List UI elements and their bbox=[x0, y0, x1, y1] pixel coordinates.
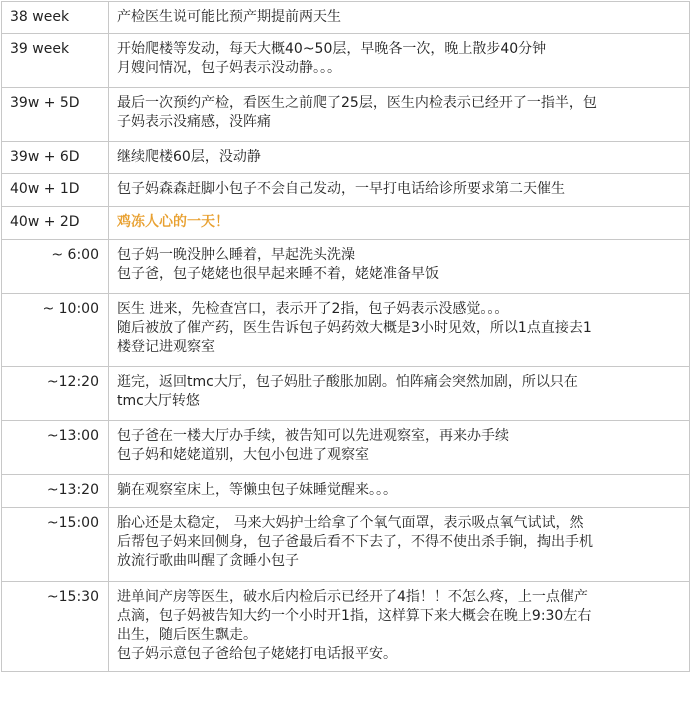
description-line: 胎心还是太稳定， 马来大妈护士给拿了个氧气面罩，表示吸点氧气试试，然 bbox=[117, 515, 584, 531]
log-row-time: ~13:20 bbox=[2, 475, 109, 508]
description-line: 产检医生说可能比预产期提前两天生 bbox=[117, 9, 341, 25]
description-line: 放流行歌曲叫醒了贪睡小包子 bbox=[117, 553, 299, 569]
description-line: 包子爸，包子姥姥也很早起来睡不着，姥姥准备早饭 bbox=[117, 266, 439, 282]
log-row-time: ~15:00 bbox=[2, 508, 109, 582]
log-row bbox=[2, 142, 690, 174]
log-row bbox=[2, 174, 690, 207]
log-row-description bbox=[109, 582, 690, 672]
description-line: 包子妈森森赶脚小包子不会自己发动，一早打电话给诊所要求第二天催生 bbox=[117, 181, 565, 197]
birth-log-table bbox=[1, 1, 690, 672]
log-row bbox=[2, 367, 690, 421]
log-row-description bbox=[109, 421, 690, 475]
description-line: 最后一次预约产检，看医生之前爬了25层，医生内检表示已经开了一指半，包 bbox=[117, 95, 597, 111]
description-line: 逛完，返回tmc大厅，包子妈肚子酸胀加剧。怕阵痛会突然加剧，所以只在 bbox=[117, 374, 578, 390]
log-row-time: 39w + 5D bbox=[2, 88, 109, 142]
log-row-description bbox=[109, 2, 690, 34]
description-line: 进单间产房等医生，破水后内检后示已经开了4指！！不怎么疼，上一点催产 bbox=[117, 589, 588, 605]
description-line: 后帮包子妈来回侧身，包子爸最后看不下去了，不得不使出杀手锏，掏出手机 bbox=[117, 534, 593, 550]
log-row-description bbox=[109, 508, 690, 582]
description-line: 包子妈和姥姥道别，大包小包进了观察室 bbox=[117, 447, 369, 463]
log-row-time: ~ 10:00 bbox=[2, 294, 109, 367]
description-line: 随后被放了催产药，医生告诉包子妈药效大概是3小时见效，所以1点直接去1 bbox=[117, 320, 592, 336]
log-row-time: ~13:00 bbox=[2, 421, 109, 475]
log-row bbox=[2, 582, 690, 672]
log-row bbox=[2, 240, 690, 294]
log-row-description bbox=[109, 367, 690, 421]
description-line: 楼登记进观察室 bbox=[117, 339, 215, 355]
description-line: 继续爬楼60层，没动静 bbox=[117, 149, 261, 165]
highlight-text: 鸡冻人心的一天！ bbox=[117, 214, 229, 230]
log-row-description bbox=[109, 88, 690, 142]
log-row-time: ~ 6:00 bbox=[2, 240, 109, 294]
description-line: 包子爸在一楼大厅办手续，被告知可以先进观察室，再来办手续 bbox=[117, 428, 509, 444]
description-line: 子妈表示没痛感，没阵痛 bbox=[117, 114, 271, 130]
log-row bbox=[2, 88, 690, 142]
log-row-time: ~15:30 bbox=[2, 582, 109, 672]
description-line: 包子妈一晚没肿么睡着，早起洗头洗澡 bbox=[117, 247, 355, 263]
log-row-time: 38 week bbox=[2, 2, 109, 34]
log-row bbox=[2, 294, 690, 367]
birth-log-body bbox=[2, 2, 690, 672]
description-line: 点滴，包子妈被告知大约一个小时开1指，这样算下来大概会在晚上9:30左右 bbox=[117, 608, 592, 624]
description-line: tmc大厅转悠 bbox=[117, 393, 200, 409]
log-row-description bbox=[109, 34, 690, 88]
log-row-description bbox=[109, 475, 690, 508]
description-line: 月嫂问情况，包子妈表示没动静。。。 bbox=[117, 60, 341, 76]
log-row-time: 39w + 6D bbox=[2, 142, 109, 174]
log-row-description bbox=[109, 207, 690, 240]
description-line: 医生 进来，先检查宫口，表示开了2指，包子妈表示没感觉。。。 bbox=[117, 301, 509, 317]
description-line: 出生，随后医生飘走。 bbox=[117, 627, 257, 643]
log-row-time: 39 week bbox=[2, 34, 109, 88]
log-row-description bbox=[109, 174, 690, 207]
log-row-description bbox=[109, 240, 690, 294]
log-row-time: ~12:20 bbox=[2, 367, 109, 421]
log-row bbox=[2, 2, 690, 34]
log-row bbox=[2, 475, 690, 508]
log-row-description bbox=[109, 294, 690, 367]
log-row bbox=[2, 508, 690, 582]
log-row-time: 40w + 1D bbox=[2, 174, 109, 207]
log-row bbox=[2, 207, 690, 240]
description-line: 开始爬楼等发动，每天大概40~50层，早晚各一次，晚上散步40分钟 bbox=[117, 41, 547, 57]
description-line: 包子妈示意包子爸给包子姥姥打电话报平安。 bbox=[117, 646, 397, 662]
log-row bbox=[2, 421, 690, 475]
log-row-description bbox=[109, 142, 690, 174]
log-row bbox=[2, 34, 690, 88]
log-row-time: 40w + 2D bbox=[2, 207, 109, 240]
description-line: 躺在观察室床上，等懒虫包子妹睡觉醒来。。。 bbox=[117, 482, 397, 498]
